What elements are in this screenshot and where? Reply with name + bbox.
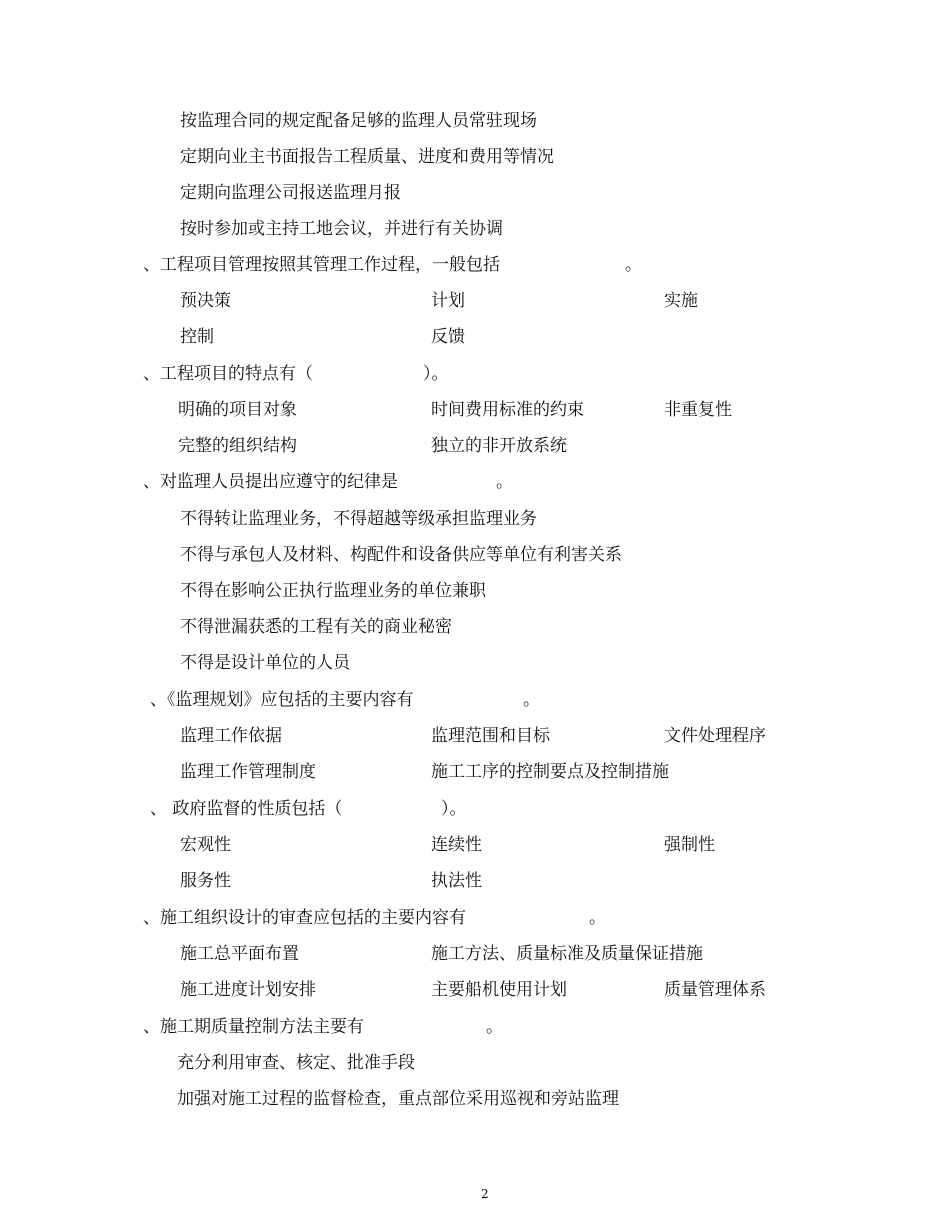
question-end: 。 xyxy=(496,472,513,492)
option-line: 定期向监理公司报送监理月报 xyxy=(180,183,401,203)
page-number: 2 xyxy=(481,1187,489,1201)
option-line: 控制 xyxy=(180,327,214,347)
option-line: 按监理合同的规定配备足够的监理人员常驻现场 xyxy=(180,111,537,131)
option-line: 按时参加或主持工地会议，并进行有关协调 xyxy=(180,219,503,239)
option-line: 宏观性 xyxy=(180,835,231,855)
question-text: 、对监理人员提出应遵守的纪律是 xyxy=(143,472,398,492)
option-line: 监理范围和目标 xyxy=(431,726,550,746)
question-end: 。 xyxy=(486,1017,503,1037)
question-text: 、工程项目的特点有（ xyxy=(143,364,313,384)
option-line: 不得是设计单位的人员 xyxy=(180,653,350,673)
option-line: 定期向业主书面报告工程质量、进度和费用等情况 xyxy=(180,147,554,167)
question-text: 、施工期质量控制方法主要有 xyxy=(143,1017,364,1037)
option-line: 施工进度计划安排 xyxy=(180,980,316,1000)
question-text: 、《监理规划》应包括的主要内容有 xyxy=(150,690,414,710)
option-line: 文件处理程序 xyxy=(664,726,766,746)
question-end: 。 xyxy=(523,690,540,710)
option-line: 独立的非开放系统 xyxy=(431,436,567,456)
option-line: 不得在影响公正执行监理业务的单位兼职 xyxy=(180,581,486,601)
option-line: 监理工作依据 xyxy=(180,726,282,746)
option-line: 不得与承包人及材料、构配件和设备供应等单位有利害关系 xyxy=(180,545,622,565)
option-line: 监理工作管理制度 xyxy=(180,762,316,782)
option-line: 施工工序的控制要点及控制措施 xyxy=(431,762,669,782)
option-line: 主要船机使用计划 xyxy=(431,980,567,1000)
option-line: 施工方法、质量标准及质量保证措施 xyxy=(431,944,703,964)
option-line: 计划 xyxy=(431,291,465,311)
question-end: ）。 xyxy=(423,364,449,384)
question-end: ）。 xyxy=(441,799,467,819)
option-line: 非重复性 xyxy=(664,400,732,420)
option-line: 时间费用标准的约束 xyxy=(431,400,584,420)
question-end: 。 xyxy=(589,908,606,928)
option-line: 连续性 xyxy=(431,835,482,855)
question-text: 、施工组织设计的审查应包括的主要内容有 xyxy=(143,908,466,928)
option-line: 服务性 xyxy=(180,871,231,891)
option-line: 预决策 xyxy=(180,291,231,311)
option-line: 强制性 xyxy=(664,835,715,855)
question-end: 。 xyxy=(625,255,642,275)
option-line: 完整的组织结构 xyxy=(178,436,297,456)
option-line: 充分利用审查、核定、批准手段 xyxy=(177,1053,415,1073)
option-line: 施工总平面布置 xyxy=(180,944,299,964)
option-line: 质量管理体系 xyxy=(664,980,766,1000)
option-line: 不得转让监理业务，不得超越等级承担监理业务 xyxy=(180,509,537,529)
option-line: 不得泄漏获悉的工程有关的商业秘密 xyxy=(180,617,452,637)
question-text: 、 政府监督的性质包括（ xyxy=(150,799,343,819)
option-line: 实施 xyxy=(664,291,698,311)
option-line: 加强对施工过程的监督检查，重点部位采用巡视和旁站监理 xyxy=(177,1089,619,1109)
option-line: 明确的项目对象 xyxy=(178,400,297,420)
option-line: 执法性 xyxy=(431,871,482,891)
question-text: 、工程项目管理按照其管理工作过程，一般包括 xyxy=(143,255,500,275)
option-line: 反馈 xyxy=(431,327,465,347)
